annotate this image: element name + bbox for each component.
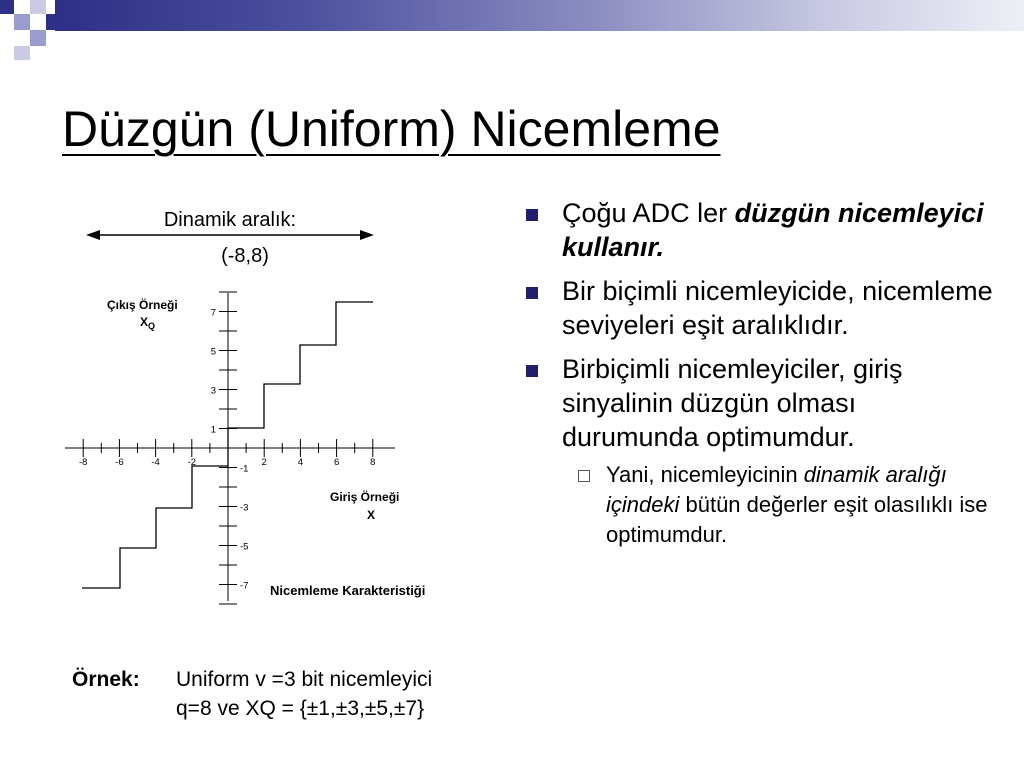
example-label: Örnek:: [72, 668, 140, 691]
sub-bullet-text: Yani, nicemleyicinin: [606, 462, 804, 487]
x-tick-label: 6: [333, 457, 340, 468]
example-line2: q=8 ve XQ = {±1,±3,±5,±7}: [176, 697, 425, 720]
x-tick-label: 8: [370, 457, 376, 468]
hollow-square-bullet-icon: [578, 470, 590, 482]
sub-bullet-text-end: bütün değerler eşit olasılıklı ise optimumdur.: [606, 492, 988, 547]
range-label: Dinamik aralık:: [163, 209, 297, 231]
output-symbol: $X_Q$: [140, 315, 156, 331]
range-arrow-left: [86, 230, 100, 240]
y-tick-label: 5: [210, 346, 216, 358]
sub-bullet-item: [520, 460, 1000, 550]
bullet-item: [520, 352, 1000, 454]
bullet-item: [520, 274, 1000, 342]
bullet-emphasis: düzgün nicemleyici kullanır.: [562, 198, 984, 262]
square-bullet-icon: [526, 365, 538, 377]
deco-square: [14, 14, 30, 30]
x-tick-label: -8: [78, 457, 88, 468]
y-tick-label: 3: [210, 385, 216, 397]
deco-square: [30, 30, 46, 46]
header-gradient-bar: [55, 0, 1024, 31]
example-block: [72, 665, 432, 723]
y-tick-label: -1: [240, 463, 249, 475]
y-tick-label: 1: [210, 424, 216, 436]
y-tick-label: -5: [240, 541, 249, 553]
deco-square: [46, 14, 60, 30]
deco-square: [14, 46, 30, 60]
input-symbol: X: [367, 508, 376, 522]
x-tick-label: 2: [261, 457, 267, 468]
bullet-list: [520, 196, 1000, 550]
slide-title: Düzgün (Uniform) Nicemleme: [62, 101, 721, 157]
deco-square: [30, 0, 46, 14]
y-tick-label: -7: [240, 580, 249, 592]
bullet-text: Bir biçimli nicemleyicide, nicemleme seviyeleri eşit aralıklıdır.: [562, 276, 993, 340]
bullet-item: [520, 196, 1000, 264]
x-tick-label: -4: [151, 457, 160, 468]
quantizer-diagram: [60, 195, 490, 605]
x-tick-label: -6: [115, 457, 124, 468]
input-label: Giriş Örneği: [330, 490, 400, 504]
square-bullet-icon: [526, 209, 538, 221]
bullet-text: Birbiçimli nicemleyiciler, giriş sinyalinin düzgün olması durumunda optimumdur.: [562, 354, 903, 452]
sub-bullet-emphasis: dinamik aralığı içindeki: [606, 462, 947, 517]
deco-square: [0, 0, 14, 14]
diagram-caption: Nicemleme Karakteristiği: [270, 583, 426, 598]
range-value: (-8,8): [221, 245, 269, 267]
y-tick-label: 7: [210, 307, 216, 319]
range-arrow-right: [360, 230, 374, 240]
bullet-text: Çoğu ADC ler: [562, 198, 735, 228]
output-label: Çıkış Örneği: [107, 298, 178, 312]
example-line1: Uniform v =3 bit nicemleyici: [176, 668, 433, 691]
x-tick-label: 4: [297, 457, 304, 468]
square-bullet-icon: [526, 287, 538, 299]
x-tick-label: -2: [187, 457, 197, 468]
y-tick-label: -3: [240, 502, 249, 514]
